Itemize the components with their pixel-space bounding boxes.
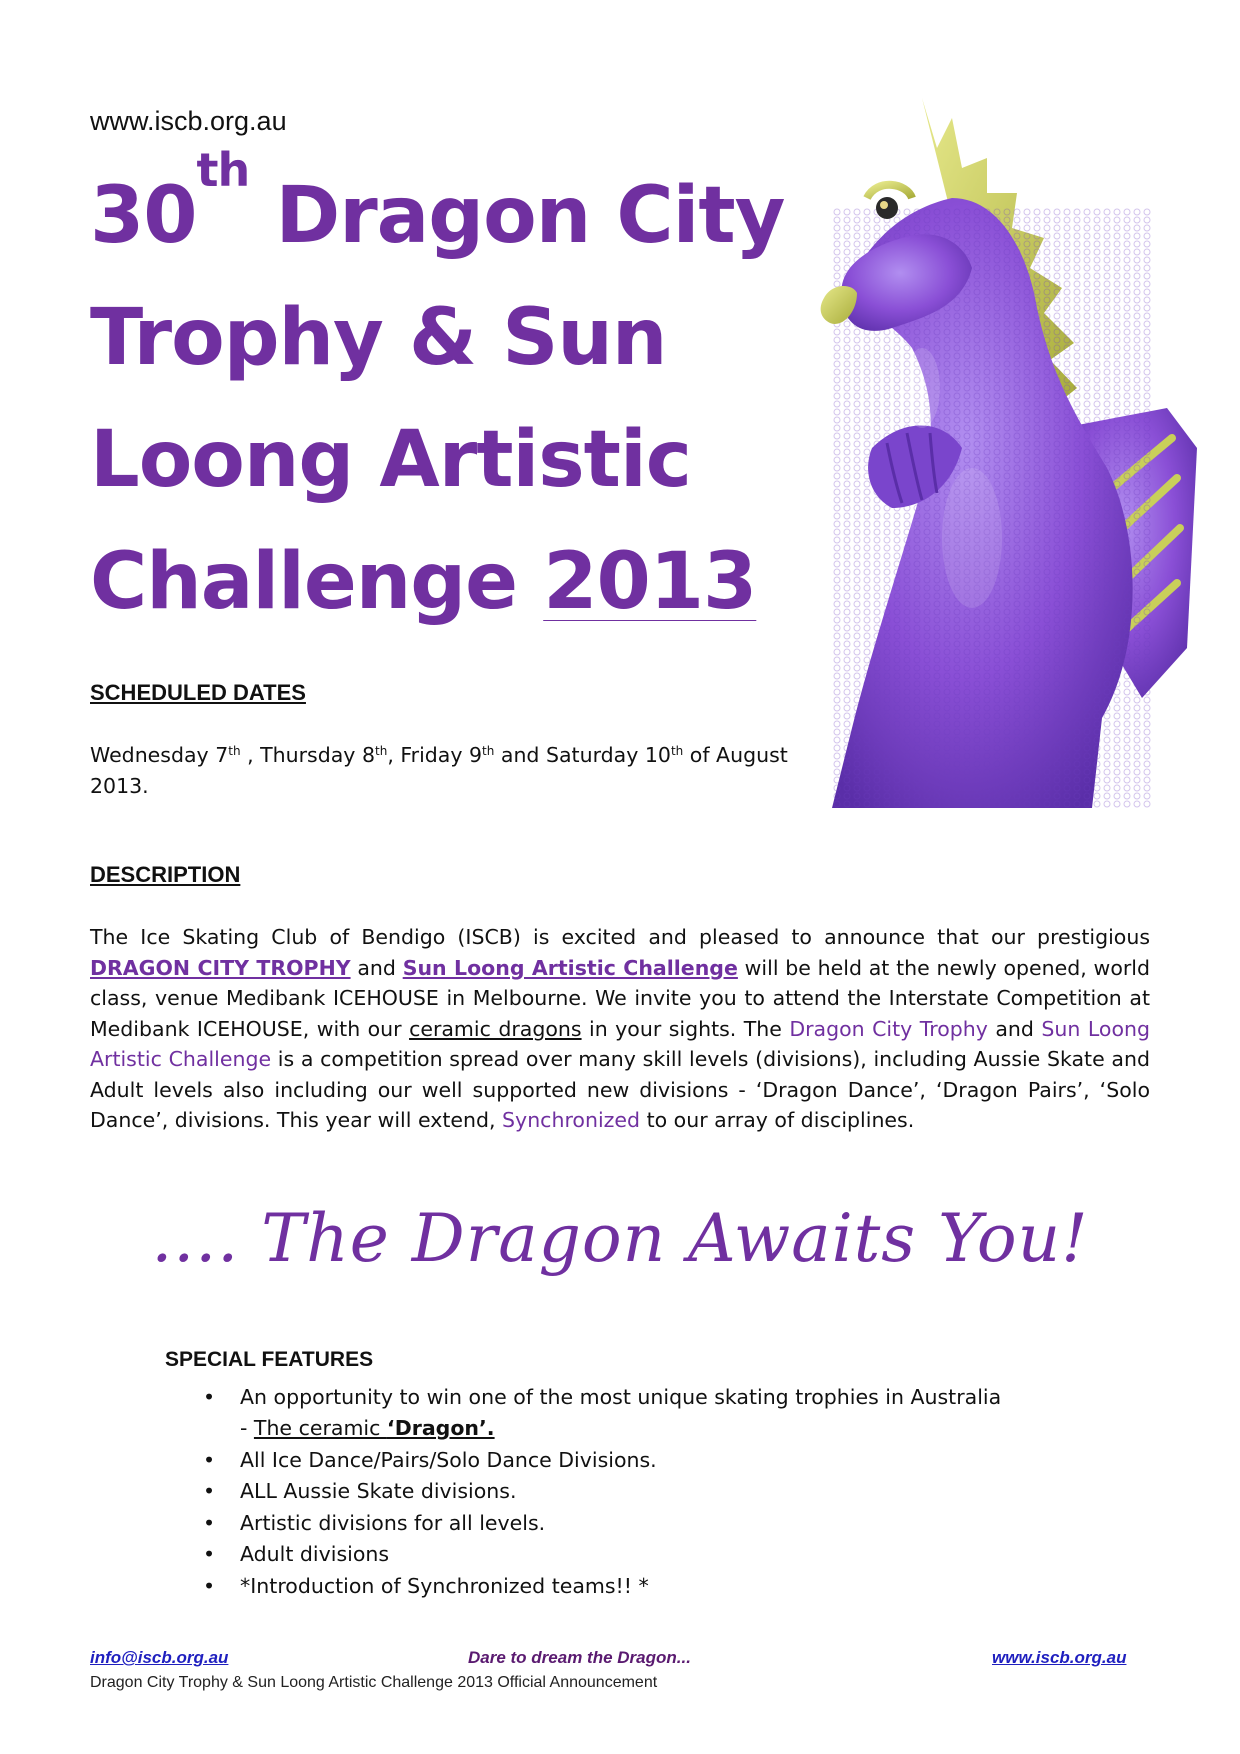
list-item: • An opportunity to win one of the most unique skating trophies in Australia - The ceramic ‘Dragon’.: [165, 1382, 1065, 1445]
title-line-1: [90, 143, 810, 277]
footer-email-link[interactable]: info@iscb.org.au: [90, 1648, 229, 1667]
ceramic-dragon-link[interactable]: The ceramic ‘Dragon’.: [253, 1416, 495, 1440]
description-paragraph: The Ice Skating Club of Bendigo (ISCB) is excited and pleased to announce that our prestigious DRAGON CITY TROPHY and Sun Loong Artistic Challenge will be held at the newly opened, world class, venue Medibank ICEHOUSE in Melbourne. We invite you to attend the Interstate Competition at Medibank ICEHOUSE, with our ceramic dragons in your sights. The Dragon City Trophy and Sun Loong Artistic Challenge is a competition spread over many skill levels (divisions), including Aussie Skate and Adult levels also including our well supported new divisions - ‘Dragon Dance’, ‘Dragon Pairs’, ‘Solo Dance’, divisions. This year will extend, Synchronized to our array of disciplines.: [90, 925, 1151, 1132]
dragon-city-trophy-link[interactable]: DRAGON CITY TROPHY: [90, 955, 351, 980]
list-item: • Adult divisions: [165, 1539, 1065, 1571]
synchronized-text: Synchronized: [502, 1108, 641, 1132]
sun-loong-challenge-link[interactable]: Sun Loong Artistic Challenge: [402, 955, 738, 980]
list-item: • *Introduction of Synchronized teams!! *: [165, 1571, 1065, 1603]
footer-tagline: Dare to dream the Dragon...: [468, 1648, 691, 1667]
list-item: • All Ice Dance/Pairs/Solo Dance Divisions.: [165, 1445, 1065, 1477]
title-line-1-text: Dragon City: [275, 171, 785, 261]
description-heading: DESCRIPTION: [90, 862, 241, 887]
special-features: [165, 1345, 1065, 1602]
title-line-4-text: Challenge: [90, 537, 518, 627]
title-ordinal: th: [196, 143, 250, 197]
footer-website-link[interactable]: www.iscb.org.au: [992, 1648, 1127, 1667]
dragon-city-trophy-text: Dragon City Trophy: [789, 1016, 988, 1041]
ceramic-dragon-image: [812, 88, 1232, 808]
features-list: [165, 1382, 1065, 1603]
page-title: [90, 143, 810, 643]
title-line-2: Trophy & Sun: [90, 293, 667, 383]
scheduled-dates-text: Wednesday 7th , Thursday 8th, Friday 9th and Saturday 10th of August 2013.: [90, 743, 788, 798]
slogan: .... The Dragon Awaits You!: [151, 1200, 1089, 1277]
title-year: 2013: [543, 537, 757, 627]
title-line-3: Loong Artistic: [90, 415, 691, 505]
ceramic-dragons-link[interactable]: ceramic dragons: [409, 1016, 582, 1041]
scheduled-dates-heading: SCHEDULED DATES: [90, 680, 306, 705]
sun-loong-challenge-text: Sun Loong Artistic Challenge: [90, 1016, 1151, 1071]
list-item: • Artistic divisions for all levels.: [165, 1508, 1065, 1540]
list-item: • ALL Aussie Skate divisions.: [165, 1476, 1065, 1508]
special-features-heading: SPECIAL FEATURES: [165, 1348, 374, 1371]
header-website[interactable]: www.iscb.org.au: [90, 106, 287, 136]
title-number: 30: [90, 171, 197, 261]
title-line-4: [90, 521, 810, 643]
footer-note: Dragon City Trophy & Sun Loong Artistic Challenge 2013 Official Announcement: [90, 1674, 658, 1691]
